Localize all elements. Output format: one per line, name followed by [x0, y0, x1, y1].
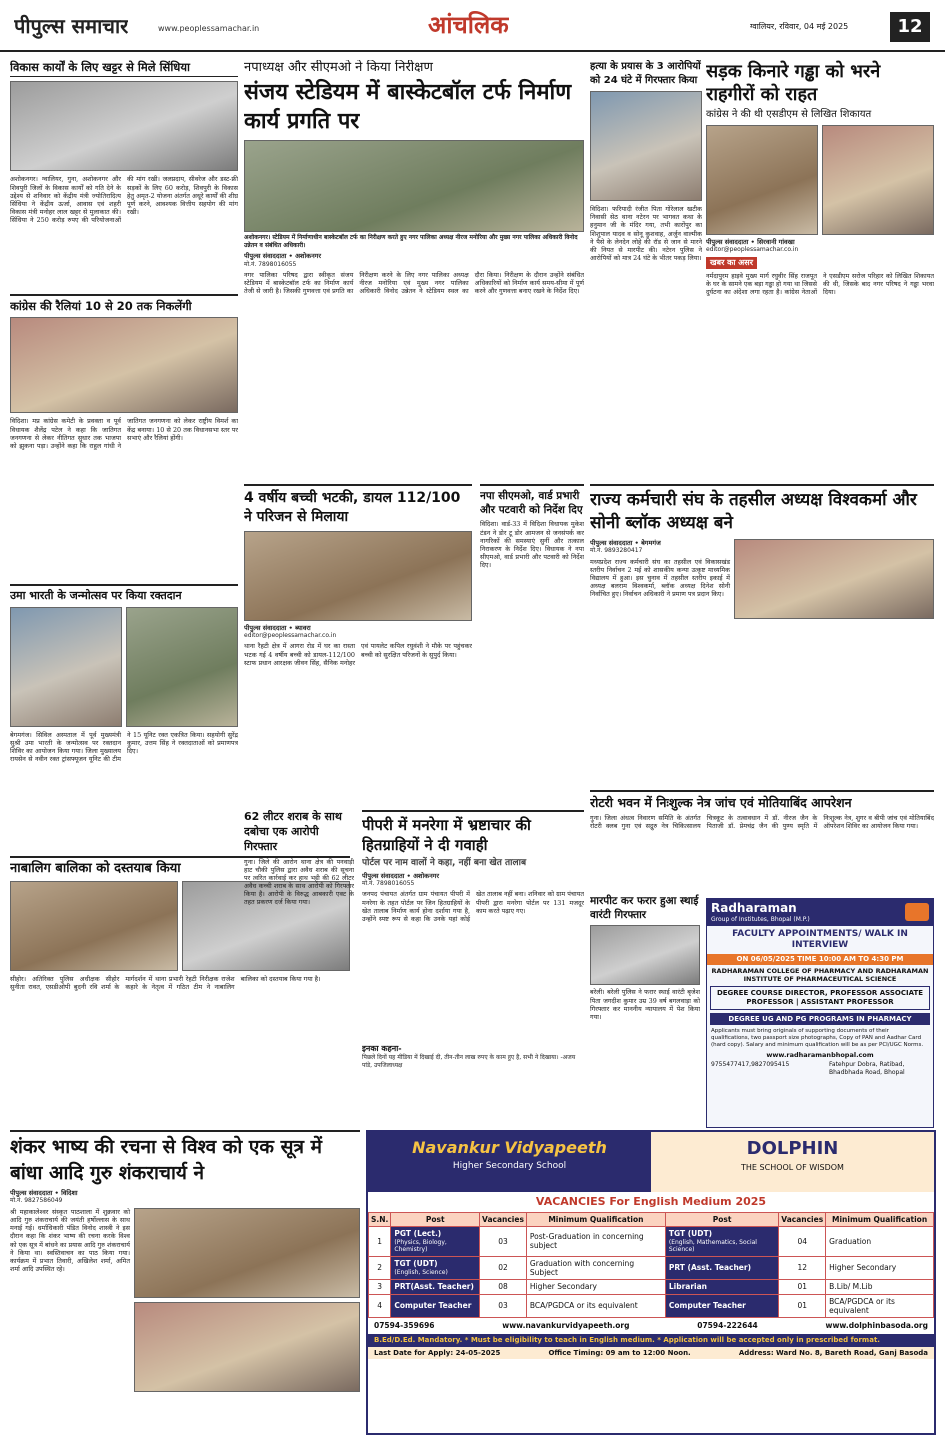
ad-college: Radharaman — [711, 901, 797, 915]
photo-meeting — [10, 81, 238, 171]
story-lost-child — [244, 484, 472, 804]
cell-post-2 — [665, 1294, 778, 1318]
cell-vacancies: 02 — [480, 1256, 527, 1280]
office-time: Office Timing: 09 am to 12:00 Noon. — [548, 1348, 691, 1357]
mobile-no: मो.नं. 9827586049 — [10, 1197, 63, 1205]
cell-vacancies: 03 — [480, 1227, 527, 1256]
cell-qualification: Post-Graduation in concerning subject — [526, 1227, 665, 1256]
byline-text: पीपुल्स संवाददाता • अशोकनगर — [244, 252, 322, 261]
photo-blood-donation-2 — [126, 607, 238, 727]
col-post: Post — [391, 1212, 480, 1226]
ad-address: Address: Ward No. 8, Bareth Road, Ganj Basoda — [738, 1348, 928, 1357]
ad-tagline: Group of Institutes, Bhopal (M.P.) — [711, 916, 810, 923]
post-subjects: (Physics, Biology, Chemistry) — [394, 1238, 447, 1253]
table-row — [369, 1256, 934, 1280]
headline: 4 वर्षीय बच्ची भटकी, डायल 112/100 ने परिजन से मिलाया — [244, 490, 461, 525]
story-scindia — [10, 60, 238, 260]
post-subjects: (English, Science) — [394, 1268, 448, 1276]
cell-post — [391, 1256, 480, 1280]
cell-post-2 — [665, 1227, 778, 1256]
logo-badge-icon — [905, 903, 929, 921]
story-employee-union — [590, 484, 934, 784]
photo-ceremony-1 — [134, 1208, 360, 1298]
article-body: मध्यप्रदेश राज्य कर्मचारी संघ का तहसील एवं विकासखंड स्तरीय निर्वाचन 2 मई को शासकीय कन्या उत्कृष्ट माध्यमिक विद्यालय में हुआ। इस चुनाव में तहसील स्तरीय इकाई में अध्यक्ष बलराम विश्वकर्मा, ब्लॉक अध्यक्ष दिनेश सोनी निर्वाचित हुए। निर्वाचन अधिकारी ने प्रमाण पत्र प्रदान किए। — [590, 557, 730, 599]
byline: पीपुल्स संवाददाता • अशोकनगर — [362, 871, 440, 880]
headline: राज्य कर्मचारी संघ के तहसील अध्यक्ष विश्वकर्मा और सोनी ब्लॉक अध्यक्ष बने — [590, 490, 917, 533]
last-date: Last Date for Apply: 24-05-2025 — [374, 1348, 501, 1357]
photo-stadium — [244, 140, 584, 232]
story-stadium — [244, 60, 584, 360]
col-sn: S.N. — [369, 1212, 391, 1226]
headline: नाबालिग बालिका को दस्तयाब किया — [10, 861, 181, 876]
byline: पीपुल्स संवाददाता • ब्यावरा — [244, 623, 311, 632]
ad-radharaman — [706, 898, 934, 1128]
phone-2: 07594-222644 — [697, 1321, 758, 1331]
requirements: B.Ed/D.Ed. Mandatory. * Must be eligibility to teach in English medium. * Application will be accepted only in prescribed format. — [368, 1334, 934, 1347]
story-cmo — [480, 484, 584, 744]
email: editor@peoplessamachar.co.in — [244, 631, 337, 639]
headline: कांग्रेस की रैलियां 10 से 20 तक निकलेंगी — [10, 299, 192, 313]
post-name: Computer Teacher — [668, 1301, 746, 1311]
post-name: Computer Teacher — [394, 1301, 472, 1311]
ad-date: ON 06/05/2025 TIME 10:00 AM TO 4:30 PM — [707, 954, 933, 965]
section-title: आंचलिक — [428, 11, 509, 39]
headline: पीपरी में मनरेगा में भ्रष्टाचार की हितग्राहियों ने दी गवाही — [362, 816, 531, 855]
story-attempt-murder — [590, 60, 702, 480]
dateline: ग्वालियर, रविवार, 04 मई 2025 — [750, 22, 849, 31]
article-body: सीहोर। अतिरिक्त पुलिस अधीक्षक सीहोर सुनीता रावत, एसडीओपी बुदनी रवि शर्मा के मार्गदर्शन में थाना प्रभारी रेहटी निरीक्षक राजेश कहारे के नेतृत्व में गठित टीम ने नाबालिग बालिका को दस्तयाब किया गया है। — [10, 975, 321, 992]
cell-post-2 — [665, 1280, 778, 1294]
cell-qualification: BCA/PGDCA or its equivalent — [526, 1294, 665, 1318]
headline: हत्या के प्रयास के 3 आरोपियों को 24 घंटे में गिरफ्तार किया — [590, 61, 701, 86]
mobile-no: मो.नं. 7898016055 — [362, 879, 415, 887]
article-body: बरेली। बरेली पुलिस ने फरार स्थाई वारंटी बृजेश पिता जगदीश कुमार उम्र 39 वर्ष बगलवाड़ा को गिरफ्तार कर माननीय न्यायालय में पेश किया गया। — [590, 988, 700, 1021]
headline: शंकर भाष्य की रचना से विश्व को एक सूत्र में बांधा आदि गुरु शंकराचार्य ने — [10, 1136, 322, 1184]
website: www.peoplessamachar.in — [158, 24, 260, 33]
cell-post-2 — [665, 1256, 778, 1280]
headline: सड़क किनारे गड्ढा को भरने राहगीरों को राहत — [706, 61, 881, 106]
post-name: Librarian — [668, 1282, 708, 1292]
col-post-2: Post — [665, 1212, 778, 1226]
quote-head: इनका कहना- — [362, 1044, 402, 1054]
brand-name: DOLPHIN — [746, 1138, 839, 1159]
post-name: PGT (Lect.) — [394, 1229, 442, 1239]
col-qualification-2: Minimum Qualification — [826, 1212, 934, 1226]
impact-badge: खबर का असर — [706, 257, 757, 269]
photo-accused — [590, 925, 700, 985]
cell-qualification-2: Higher Secondary — [826, 1256, 934, 1280]
cell-vacancies: 03 — [480, 1294, 527, 1318]
vacancy-title: VACANCIES For English Medium 2025 — [535, 1195, 767, 1208]
photo-pothole-2 — [822, 125, 934, 235]
ad-degree-box: DEGREE COURSE DIRECTOR, PROFESSOR ASSOCIATE PROFESSOR | ASSISTANT PROFESSOR — [710, 986, 930, 1010]
post-name: TGT (UDT) — [668, 1229, 713, 1239]
cell-vacancies-2: 01 — [779, 1280, 826, 1294]
headline: विकास कार्यों के लिए खट्टर से मिले सिंधिया — [10, 60, 238, 77]
story-blood-donation — [10, 584, 238, 854]
ad-institution: RADHARAMAN COLLEGE OF PHARMACY AND RADHARAMAN INSTITUTE OF PHARMACEUTICAL SCIENCE — [711, 966, 929, 983]
article-body: श्री महाकालेश्वर संस्कृत पाठशाला में शुक्रवार को आदि गुरु शंकराचार्य की जयंती हर्षोल्लास के साथ मनाई गई। धर्माधिकारी पंडित विनोद शास्त्री ने इस दौरान कहा कि शंकर भाष्य की रचना करके विश्व को एक सूत्र में बांधने का प्रयास आदि गुरु शंकराचार्य ने किया था। स्वस्तिवाचन का पाठ किया गया। कार्यक्रम में प्रभात तिवारी, अखिलेश शर्मा, अमित शर्मा आदि उपस्थित रहे। — [10, 1207, 130, 1274]
article-body: विदिशा। वार्ड-33 में विदिशा विधायक मुकेश टंडन ने डोर टू डोर आमजन से जनसंपर्क कर नागरिकों की समस्याएं सुनीं और तत्काल निराकरण के निर्देश दिए। विधायक ने नपा सीएमओ, वार्ड प्रभारी और पटवारी को निर्देश दिए। — [480, 520, 584, 570]
photo-press-conference — [10, 317, 238, 413]
ad-web: www.radharamanbhopal.com — [766, 1050, 874, 1059]
cell-qualification-2: B.Lib/ M.Lib — [826, 1280, 934, 1294]
mobile-no: मो.नं. 9893280417 — [590, 547, 643, 554]
cell-qualification-2: BCA/PGDCA or its equivalent — [826, 1294, 934, 1318]
cell-vacancies-2: 01 — [779, 1294, 826, 1318]
phone-1: 07594-359696 — [374, 1321, 435, 1331]
kicker: नपाध्यक्ष और सीएमओ ने किया निरीक्षण — [244, 60, 433, 75]
vacancy-table — [368, 1212, 934, 1319]
article-body: जनपद पंचायत अंतर्गत ग्राम पंचायत पीपरी में मनरेगा के तहत पोर्टल पर जिन हितग्राहियों के खेत तालाब निर्माण कार्य होना दर्शाया गया है, उन्होंने स्पष्ट रूप से कहा कि उनके यहां कोई खेत तालाब नहीं बना। शनिवार को ग्राम पंचायत पीपरी द्वारा मनरेगा पोर्टल पर 131 मजदूर काम करते पढ़ाए गए। — [362, 890, 584, 923]
headline: नपा सीएमओ, वार्ड प्रभारी और पटवारी को निर्देश दिए — [480, 490, 583, 517]
story-mgnrega — [362, 810, 584, 1130]
headline: रोटरी भवन में निःशुल्क नेत्र जांच एवं मोतियाबिंद आपरेशन — [590, 795, 852, 810]
photo-pothole-1 — [706, 125, 818, 235]
story-pothole — [706, 60, 934, 480]
photo-blood-donation-1 — [10, 607, 122, 727]
article-body: अशोकनगर। ग्वालियर, गुना, अशोकनगर और शिवपुरी जिलों के विकास कार्यों को गति देने के उद्देश्य से शनिवार को केंद्रीय मंत्री ज्योतिरादित्य सिंधिया ने केंद्रीय ऊर्जा, आवास एवं शहरी विकास मंत्री मनोहर लाल खट्टर से मुलाकात की। सिंधिया ने 250 करोड़ रुपए की परियोजनाओं की मांग रखी। जलप्रदाय, सीवरेज और डस्ट-फ्री सड़कों के लिए 60 करोड़, शिवपुरी के विकास हेतु अमृत-2 योजना अंतर्गत अधूरे कार्यों की शीघ्र पूर्ण करने, आवश्यक वित्तीय सहयोग की मांग रखी। — [10, 175, 238, 225]
web-2: www.dolphinbasoda.org — [825, 1321, 928, 1331]
article-body: विदिशा। मप्र कांग्रेस कमेटी के प्रवक्ता व पूर्व विधायक शैलेंद्र पटेल ने कहा कि जातिगत जनगणना से लेकर नीतिगत सुधार तक भाजपा को झुकना पड़ा। उन्होंने कहा कि राहुल गांधी ने जातिगत जनगणना को लेकर राष्ट्रीय विमर्श का केंद्र बनाया। 10 से 20 तक विधानसभा स्तर पर सभाएं और रैलियां होंगी। — [10, 417, 238, 450]
byline: पीपुल्स संवाददाता • बेगमगंज — [590, 538, 661, 547]
cell-qualification: Graduation with concerning Subject — [526, 1256, 665, 1280]
cell-sn: 1 — [369, 1227, 391, 1256]
school-name: Navankur Vidyapeeth — [412, 1138, 607, 1157]
brand-sub: THE SCHOOL OF WISDOM — [741, 1162, 844, 1172]
ad-pg-box: DEGREE UG AND PG PROGRAMS IN PHARMACY — [710, 1013, 930, 1026]
photo-ceremony-2 — [134, 1302, 360, 1392]
headline: संजय स्टेडियम में बास्केटबॉल टर्फ निर्माण कार्य प्रगति पर — [244, 80, 572, 134]
page-number: 12 — [890, 12, 930, 42]
post-name: PRT (Asst. Teacher) — [668, 1263, 752, 1273]
photo-dial-112 — [244, 531, 472, 621]
cell-qualification-2: Graduation — [826, 1227, 934, 1256]
cell-sn: 3 — [369, 1280, 391, 1294]
byline: पीपुल्स संवाददाता • सिरवानी गांवखा — [706, 238, 795, 247]
post-name: PRT(Asst. Teacher) — [394, 1282, 474, 1292]
cell-post — [391, 1294, 480, 1318]
mobile-no: मो.नं. 7898016055 — [244, 260, 297, 268]
col-vacancies-2: Vacancies — [779, 1212, 826, 1226]
article-body: गुना। जिले की आरोन थाना क्षेत्र की पनवाड़ी हाट चौकी पुलिस द्वारा अवैध शराब की सूचना पर त्वरित कार्रवाई कर हाथ भट्टी की 62 लीटर अवैध कच्ची शराब के साथ आरोपी को गिरफ्तार किया है। आरोपी के विरुद्ध आबकारी एक्ट के तहत प्रकरण दर्ज किया गया। — [244, 857, 354, 907]
article-body: नगर पालिका परिषद द्वारा स्वीकृत संजय स्टेडियम में बास्केटबॉल टर्फ का निर्माण कार्य तेजी से जारी है। जिसकी गुणवत्ता एवं प्रगति का निरीक्षण करने के लिए नगर पालिका अध्यक्ष नीरज मनोरिया एवं मुख्य नगर पालिका अधिकारी विनोद उन्नेतन ने स्टेडियम स्थल का दौरा किया। निरीक्षण के दौरान उन्होंने संबंधित अधिकारियों को निर्माण कार्य समय-सीमा में पूर्ण करने और गुणवत्ता बनाए रखने के निर्देश दिए। — [244, 271, 584, 296]
col-qualification: Minimum Qualification — [526, 1212, 665, 1226]
school-sub: Higher Secondary School — [452, 1161, 567, 1171]
story-shankaracharya — [10, 1130, 360, 1435]
article-body: थाना रैहटी क्षेत्र में आगरा रोड में घर का रास्ता भटक गई 4 वर्षीय बच्ची को डायल-112/100 स्टाफ प्रधान आरक्षक जीवन सिंह, सैनिक मनोहर एवं पायलेट कपिल रघुवंशी ने मौके पर पहुंचकर बच्ची को सुरक्षित परिजनों के सुपुर्द किया। — [244, 642, 472, 667]
ad-address: Fatehpur Dobra, Ratibad, Bhadbhada Road, Bhopal — [829, 1061, 905, 1076]
post-subjects: (English, Mathematics, Social Science) — [668, 1238, 757, 1253]
headline: 62 लीटर शराब के साथ दबोचा एक आरोपी गिरफ्तार — [244, 810, 342, 853]
photo-accused — [590, 91, 702, 201]
cell-sn: 2 — [369, 1256, 391, 1280]
story-eye-camp — [590, 790, 934, 890]
subhead: पोर्टल पर नाम वालों ने कहा, नहीं बना खेत तालाब — [362, 857, 527, 868]
headline: मारपीट कर फरार हुआ स्थाई वारंटी गिरफ्तार — [590, 895, 699, 922]
cell-vacancies: 08 — [480, 1280, 527, 1294]
ad-phone: 9755477417,9827095415 — [711, 1061, 790, 1068]
ad-vacancies — [366, 1130, 936, 1435]
ad-heading: FACULTY APPOINTMENTS/ WALK IN INTERVIEW — [732, 928, 908, 950]
cell-sn: 4 — [369, 1294, 391, 1318]
headline: उमा भारती के जन्मोत्सव पर किया रक्तदान — [10, 589, 182, 602]
masthead — [0, 0, 945, 52]
article-body: बेगमगंज। सिविल अस्पताल में पूर्व मुख्यमंत्री सुश्री उमा भारती के जन्मोत्सव पर रक्तदान शिविर का आयोजन किया गया। जिला मुख्यालय रायसेन से नवीन रक्त ट्रांसफ्यूजन यूनिट की टीम ने 15 यूनिट रक्त एकत्रित किया। सहयोगी सुरेंद्र कुमार, उत्तम सिंह ने रक्तदाताओं को प्रमाणपत्र दिए। — [10, 730, 238, 764]
web-1: www.navankurvidyapeeth.org — [502, 1321, 630, 1331]
story-warrantee — [590, 894, 700, 1124]
post-name: TGT (UDT) — [394, 1259, 438, 1269]
photo-union-members — [734, 539, 934, 619]
col-vacancies: Vacancies — [480, 1212, 527, 1226]
quote: पिछले दिनों यह मीडिया में दिखाई दी, तीन-तीन लाख रुपए के काम हुए है, सभी ने दिखाया। -अजय पांडे, उपजिलाध्यक्ष — [362, 1054, 576, 1069]
byline — [244, 252, 584, 260]
cell-vacancies-2: 04 — [779, 1227, 826, 1256]
cell-qualification: Higher Secondary — [526, 1280, 665, 1294]
subhead: कांग्रेस ने की थी एसडीएम से लिखित शिकायत — [706, 108, 872, 120]
paper-name: पीपुल्स समाचार — [14, 14, 129, 38]
story-liquor — [244, 810, 354, 1060]
article-body: विदिशा। फरियादी रंजीत पिता गोरेलाल खटीक निवासी सेठ थाना नटेरन पर भागवत कथा के हनुमान जी के मंदिर गया, तभी कारोंपुर का शिशुपाल यादव व सोनू कुशवाह, अर्जुन वाल्मीक ने पैसे के लेनदेन लोहे की रॉड से जान से मारने की नियत से मारपीट की। नटेरन पुलिस ने आरोपियों को मात्र 24 घंटे के भीतर पकड़ लिया। — [590, 205, 702, 263]
cell-vacancies-2: 12 — [779, 1256, 826, 1280]
photo-caption: अशोकनगर। स्टेडियम में निर्माणाधीन बास्केटबॉल टर्फ का निरीक्षण करते हुए नगर पालिका अध्यक्ष नीरज मनोरिया और मुख्य नगर पालिका अधिकारी विनोद उन्नेतन व संबंधित अधिकारी। — [244, 234, 578, 249]
table-row — [369, 1280, 934, 1294]
cell-post — [391, 1227, 480, 1256]
article-body: गुना। जिला अंधत्व निवारण समिति के अंतर्गत रोटरी क्लब गुना एवं सद्गुरु नेत्र चिकित्सालय चित्रकूट के तत्वावधान में डॉ. नीरज जैन के पिताजी डॉ. प्रेमचंद्र जैन की पुण्य स्मृति में निःशुल्क नेत्र, शुगर व बीपी जांच एवं मोतियाबिंद ऑपरेशन शिविर का आयोजन किया गया। — [590, 813, 934, 830]
email: editor@peoplessamachar.co.in — [706, 246, 799, 254]
table-row — [369, 1227, 934, 1256]
story-congress — [10, 294, 238, 584]
article-body: नर्मदापुरम हाइवे मुख्य मार्ग रघुवीर सिंह राजपूत के घर के सामने एक बड़ा गड्ढा हो गया था जिससे दुर्घटना का अंदेशा लगा रहता है। कांग्रेस नेताओं ने एसडीएम सरोज परिहार को लिखित शिकायत की थी, जिसके बाद नगर परिषद ने गड्ढा भरवा दिया। — [706, 271, 934, 297]
byline: पीपुल्स संवाददाता • विदिशा — [10, 1189, 78, 1198]
ad-note: Applicants must bring originals of supporting documents of their qualifications, two passport size photographs, Copy of PAN and Aadhar Card (hard copy). Salary and minimum qualification will be as per PCI/UGC Norms. — [711, 1028, 924, 1048]
cell-post — [391, 1280, 480, 1294]
photo-police-team-1 — [10, 881, 178, 971]
table-row — [369, 1294, 934, 1318]
